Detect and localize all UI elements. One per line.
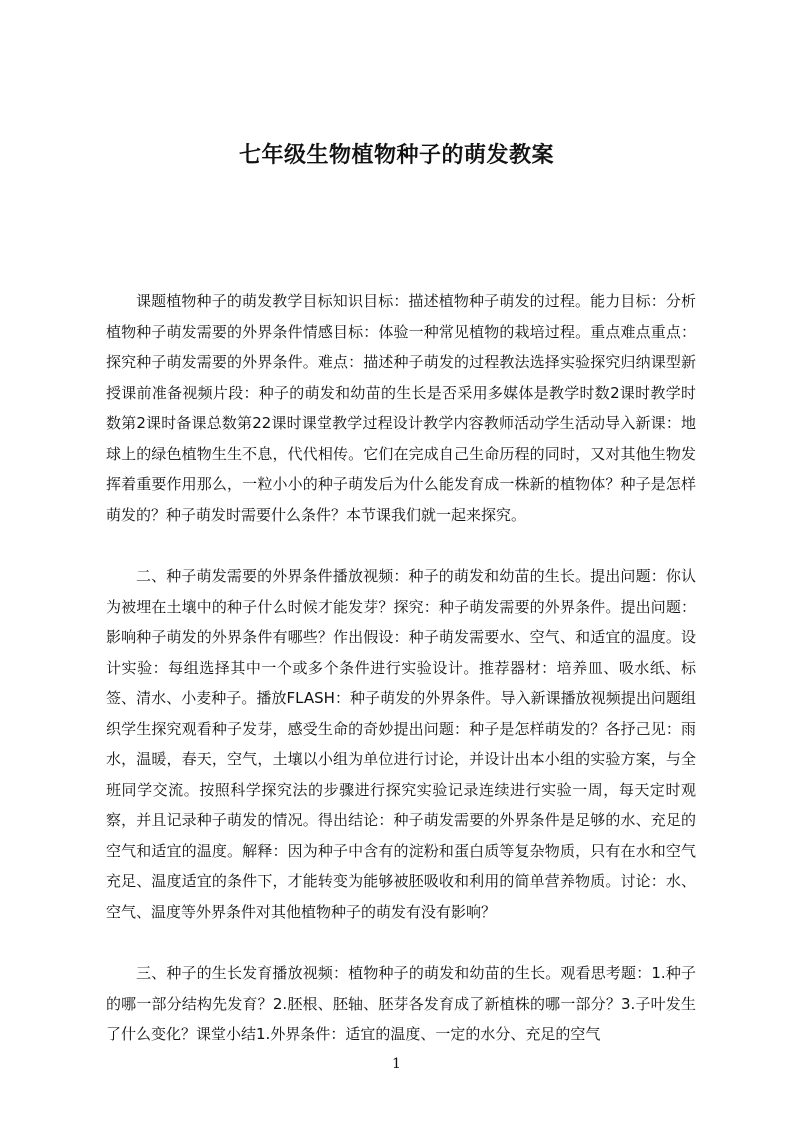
paragraph-section-two: 二、种子萌发需要的外界条件播放视频：种子的萌发和幼苗的生长。提出问题：你认为被埋在土壤中的种子什么时候才能发芽？探究：种子萌发需要的外界条件。提出问题：影响种子萌发的外界条件有哪些？作出假设：种子萌发需要水、空气、和适宜的温度。设计实验：每组选择其中一个或多个条件进行实验设计。推荐器材：培养皿、吸水纸、标签、清水、小麦种子。播放FLASH：种子萌发的外界条件。导入新课播放视频提出问题组织学生探究观看种子发芽，感受生命的奇妙提出问题：种子是怎样萌发的？各抒己见：雨水，温暖，春天，空气，土壤以小组为单位进行讨论，并设计出本小组的实验方案，与全班同学交流。按照科学探究法的步骤进行探究实验记录连续进行实验一周，每天定时观察，并且记录种子萌发的情况。得出结论：种子萌发需要的外界条件是足够的水、充足的空气和适宜的温度。解释：因为种子中含有的淀粉和蛋白质等复杂物质，只有在水和空气充足、温度适宜的条件下，才能转变为能够被胚吸收和利用的简单营养物质。讨论：水、空气、温度等外界条件对其他植物种子的萌发有没有影响？ (106, 567, 696, 921)
document-body (106, 286, 696, 1081)
paragraph-section-three: 三、种子的生长发育播放视频：植物种子的萌发和幼苗的生长。观看思考题：1.种子的哪一部分结构先发育？2.胚根、胚轴、胚芽各发育成了新植株的哪一部分？3.子叶发生了什么变化？课堂小结1.外界条件：适宜的温度、一定的水分、充足的空气 (106, 964, 696, 1043)
document-title: 七年级生物植物种子的萌发教案 (238, 143, 554, 168)
page-number: 1 (392, 1056, 401, 1072)
paragraph-intro: 课题植物种子的萌发教学目标知识目标：描述植物种子萌发的过程。能力目标：分析植物种子萌发需要的外界条件情感目标：体验一种常见植物的栽培过程。重点难点重点：探究种子萌发需要的外界条件。难点：描述种子萌发的过程教法选择实验探究归纳课型新授课前准备视频片段：种子的萌发和幼苗的生长是否采用多媒体是教学时数2课时教学时数第2课时备课总数第22课时课堂教学过程设计教学内容教师活动学生活动导入新课：地球上的绿色植物生生不息，代代相传。它们在完成自己生命历程的同时，又对其他生物发挥着重要作用那么，一粒小小的种子萌发后为什么能发育成一株新的植物体？种子是怎样萌发的？种子萌发时需要什么条件？本节课我们就一起来探究。 (106, 292, 696, 524)
